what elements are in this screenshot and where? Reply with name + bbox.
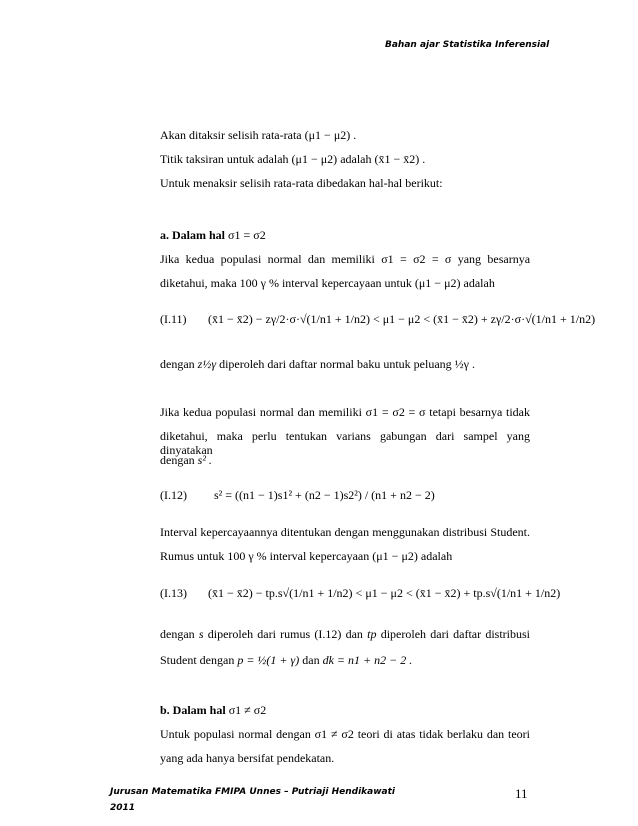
section-a-p10-text-b: dan	[302, 653, 320, 667]
section-a-p9-text-b: diperoleh dari rumus (I.12) dan	[207, 627, 363, 641]
section-a-p9-text-c: diperoleh dari daftar distribusi	[380, 627, 530, 641]
section-a-p3-math-2: ½γ .	[454, 357, 475, 371]
section-a-p8-text-b: γ % interval kepercayaan	[248, 549, 370, 563]
section-a-p1	[160, 252, 530, 266]
intro-line-3: Untuk menaksir selisih rata-rata dibedakan hal-hal berikut:	[160, 176, 443, 190]
intro-line-1-text: Akan ditaksir selisih rata-rata	[160, 128, 302, 142]
section-a-p8-text-c: adalah	[420, 549, 453, 563]
intro-line-2-text-b: adalah	[340, 152, 372, 166]
eq11-formula: (x̄1 − x̄2) − zγ/2·σ·√(1/n1 + 1/n2) < μ1 − μ2 < (x̄1 − x̄2) + zγ/2·σ·√(1/n1 + 1/n2)	[208, 312, 596, 326]
section-a-p9-math-1: s	[198, 627, 204, 641]
section-a-p3-text-a: dengan	[160, 357, 195, 371]
intro-line-1-math: (μ1 − μ2) .	[304, 128, 357, 142]
section-a-p9-text-a: dengan	[160, 627, 195, 641]
section-a-p3-text-b: diperoleh dari daftar normal baku untuk peluang	[219, 357, 452, 371]
eq12-formula: s² = ((n1 − 1)s1² + (n2 − 1)s2²) / (n1 + n2 − 2)	[214, 488, 435, 502]
section-a-p3-math: z½γ	[197, 357, 217, 371]
section-a-p1-text-a: Jika kedua populasi normal dan memiliki	[160, 252, 375, 266]
page-number: 11	[515, 786, 528, 801]
eq13-formula: (x̄1 − x̄2) − tp.s√(1/n1 + 1/n2) < μ1 − μ2 < (x̄1 − x̄2) + tp.s√(1/n1 + 1/n2)	[208, 586, 561, 600]
section-a-p8-text-a: Rumus untuk 100	[160, 549, 246, 563]
section-a-p8	[160, 549, 452, 563]
section-b-heading-math: σ1 ≠ σ2	[228, 703, 267, 717]
section-a-p6	[160, 453, 212, 467]
section-a-p4	[160, 405, 530, 419]
section-a-p1-math: σ1 = σ2 = σ	[381, 252, 452, 266]
section-a-p4-math: σ1 = σ2 = σ	[365, 405, 426, 419]
section-a-p9	[160, 627, 530, 641]
eq11-label: (I.11)	[160, 312, 187, 326]
section-b-p1-text-b: teori di atas tidak berlaku dan teori	[357, 727, 531, 741]
section-a-p2: diketahui, maka 100 γ % interval kepercayaan untuk (μ1 − μ2) adalah	[160, 276, 495, 290]
eq13-label: (I.13)	[160, 586, 187, 600]
section-b-p2: yang ada hanya bersifat pendekatan.	[160, 751, 335, 765]
footer-year: 2011	[110, 803, 136, 813]
intro-line-2-text-a: Titik taksiran untuk adalah	[160, 152, 289, 166]
section-b-heading-text: b. Dalam hal	[160, 703, 226, 717]
section-a-heading-math: σ1 = σ2	[228, 228, 266, 242]
intro-line-2-math-2: (x̄1 − x̄2) .	[374, 152, 426, 166]
section-a-p6-math: s² .	[197, 453, 212, 467]
section-a-p5: diketahui, maka perlu tentukan varians gabungan dari sampel yang dinyatakan	[160, 429, 530, 457]
section-b-p1	[160, 727, 530, 741]
footer-affiliation: Jurusan Matematika FMIPA Unnes – Putriaji Hendikawati	[110, 787, 395, 797]
section-a-p9-math-2: tp	[367, 627, 377, 641]
section-a-p6-text: dengan	[160, 453, 195, 467]
intro-line-1	[160, 128, 356, 142]
section-a-heading	[160, 228, 266, 242]
section-a-p4-text-b: tetapi besarnya tidak	[429, 405, 531, 419]
section-a-p1-text-b: yang besarnya	[457, 252, 531, 266]
section-a-p10	[160, 653, 412, 667]
section-a-heading-text: a. Dalam hal	[160, 228, 226, 242]
section-a-p10-math-1: p = ½(1 + γ)	[237, 653, 300, 667]
section-a-p3	[160, 357, 475, 371]
section-b-p1-text-a: Untuk populasi normal dengan	[160, 727, 311, 741]
section-a-p8-math: (μ1 − μ2)	[372, 549, 418, 563]
section-b-p1-math: σ1 ≠ σ2	[314, 727, 354, 741]
section-a-p4-text-a: Jika kedua populasi normal dan memiliki	[160, 405, 362, 419]
section-a-p7: Interval kepercayaannya ditentukan dengan menggunakan distribusi Student.	[160, 525, 530, 539]
eq12-label: (I.12)	[160, 488, 187, 502]
intro-line-2	[160, 152, 425, 166]
section-a-p10-text-a: Student dengan	[160, 653, 235, 667]
section-a-p10-math-2: dk = n1 + n2 − 2 .	[322, 653, 413, 667]
section-b-heading	[160, 703, 266, 717]
intro-line-2-math-1: (μ1 − μ2)	[291, 152, 338, 166]
running-header: Bahan ajar Statistika Inferensial	[385, 40, 550, 50]
